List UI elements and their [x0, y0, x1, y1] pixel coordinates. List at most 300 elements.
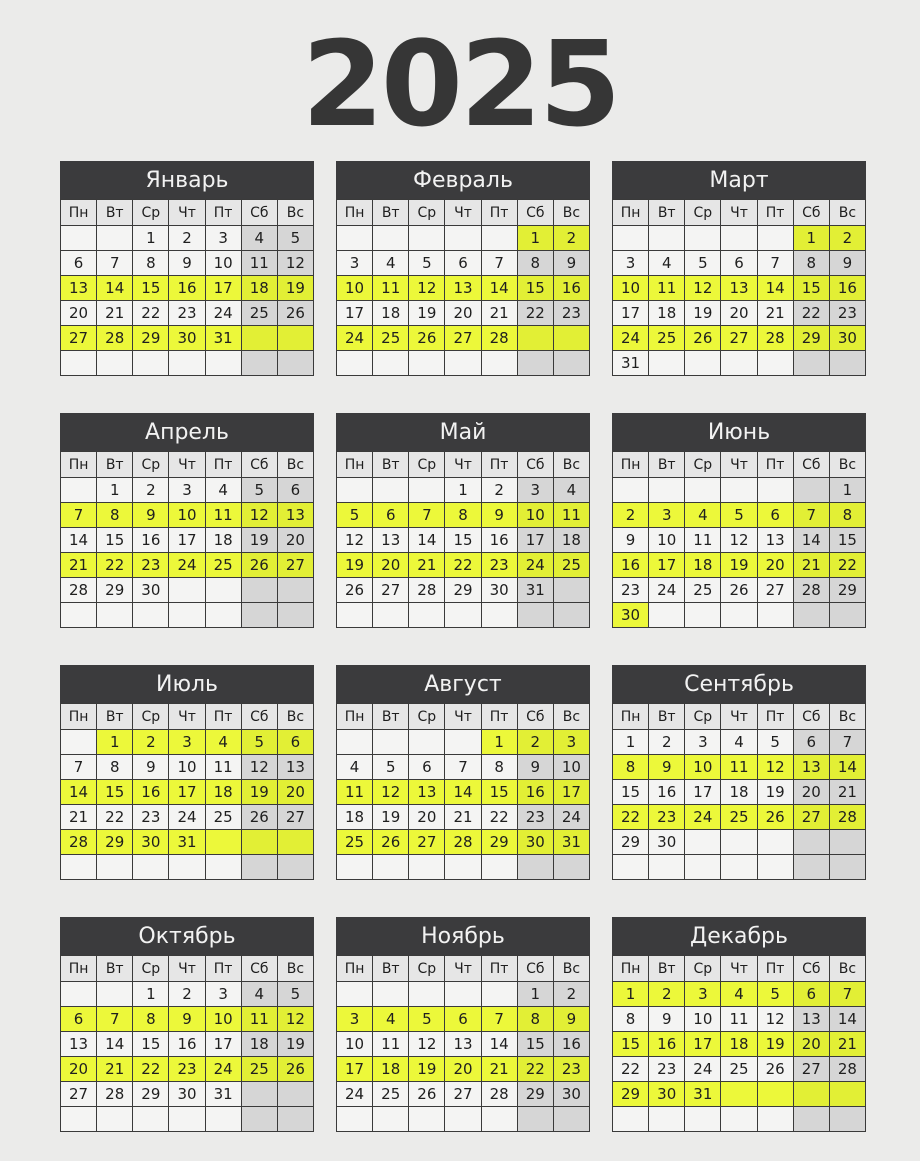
day-cell: 22: [793, 301, 829, 326]
day-cell: 13: [61, 276, 97, 301]
empty-cell: [553, 1107, 589, 1132]
empty-cell: [553, 578, 589, 603]
day-cell: 23: [649, 1057, 685, 1082]
empty-cell: [757, 855, 793, 880]
day-cell: 13: [61, 1032, 97, 1057]
weekday-header: Ср: [685, 956, 721, 982]
empty-cell: [373, 982, 409, 1007]
day-cell: 10: [337, 1032, 373, 1057]
day-cell: 12: [241, 755, 277, 780]
weekday-header: Пт: [205, 200, 241, 226]
weekday-header: Чт: [169, 200, 205, 226]
week-row: [613, 326, 866, 351]
weekday-header: Сб: [793, 452, 829, 478]
empty-cell: [757, 1082, 793, 1107]
week-row: [613, 982, 866, 1007]
empty-cell: [97, 603, 133, 628]
day-cell: 7: [61, 503, 97, 528]
day-cell: 13: [445, 1032, 481, 1057]
empty-cell: [685, 478, 721, 503]
day-cell: 9: [133, 503, 169, 528]
weekday-header: Пт: [481, 704, 517, 730]
day-cell: 16: [169, 276, 205, 301]
week-row: [613, 1032, 866, 1057]
empty-cell: [757, 830, 793, 855]
weekday-header: Пт: [757, 452, 793, 478]
weekday-header: Вс: [553, 200, 589, 226]
day-cell: 3: [169, 478, 205, 503]
weekday-header: Чт: [721, 452, 757, 478]
day-cell: 14: [61, 780, 97, 805]
empty-cell: [133, 1107, 169, 1132]
day-cell: 14: [829, 1007, 865, 1032]
empty-cell: [277, 1107, 313, 1132]
day-cell: 24: [169, 553, 205, 578]
day-cell: 5: [685, 251, 721, 276]
day-cell: 29: [481, 830, 517, 855]
empty-cell: [409, 351, 445, 376]
weekday-header: Сб: [793, 956, 829, 982]
weekday-header: Вт: [97, 956, 133, 982]
day-cell: 8: [517, 251, 553, 276]
day-cell: 20: [445, 1057, 481, 1082]
week-row: [61, 276, 314, 301]
day-cell: 18: [373, 301, 409, 326]
day-cell: 31: [553, 830, 589, 855]
day-cell: 3: [517, 478, 553, 503]
empty-cell: [757, 351, 793, 376]
weekday-header: Пн: [337, 704, 373, 730]
weekday-header: Ср: [133, 704, 169, 730]
day-cell: 9: [829, 251, 865, 276]
empty-cell: [97, 855, 133, 880]
weekday-header: Вс: [553, 452, 589, 478]
week-row: [61, 478, 314, 503]
day-cell: 22: [613, 805, 649, 830]
week-row: [337, 301, 590, 326]
day-cell: 4: [373, 251, 409, 276]
month-9: [612, 665, 866, 893]
day-cell: 18: [241, 276, 277, 301]
week-row: [337, 730, 590, 755]
day-cell: 2: [553, 226, 589, 251]
empty-cell: [649, 855, 685, 880]
day-cell: 9: [649, 755, 685, 780]
day-cell: 23: [553, 301, 589, 326]
month-2: [336, 161, 590, 389]
day-cell: 6: [409, 755, 445, 780]
weekday-header: Ср: [133, 452, 169, 478]
weekday-header: Пт: [757, 200, 793, 226]
empty-cell: [481, 226, 517, 251]
empty-cell: [373, 730, 409, 755]
day-cell: 5: [241, 478, 277, 503]
month-name: Август: [336, 665, 590, 703]
empty-cell: [61, 226, 97, 251]
day-cell: 31: [685, 1082, 721, 1107]
week-row: [613, 251, 866, 276]
day-cell: 14: [97, 276, 133, 301]
day-cell: 4: [373, 1007, 409, 1032]
empty-cell: [337, 478, 373, 503]
day-cell: 16: [169, 1032, 205, 1057]
week-row: [337, 1007, 590, 1032]
empty-cell: [649, 351, 685, 376]
empty-cell: [241, 830, 277, 855]
day-cell: 4: [205, 478, 241, 503]
day-cell: 24: [337, 1082, 373, 1107]
day-cell: 20: [373, 553, 409, 578]
empty-cell: [409, 982, 445, 1007]
weekday-header: Пт: [481, 956, 517, 982]
day-cell: 19: [721, 553, 757, 578]
day-cell: 12: [757, 1007, 793, 1032]
empty-cell: [445, 226, 481, 251]
empty-cell: [133, 351, 169, 376]
day-cell: 22: [481, 805, 517, 830]
day-cell: 15: [481, 780, 517, 805]
week-row: [61, 730, 314, 755]
empty-cell: [373, 351, 409, 376]
day-cell: 11: [721, 1007, 757, 1032]
week-row: [337, 553, 590, 578]
empty-cell: [721, 1107, 757, 1132]
day-cell: 28: [829, 805, 865, 830]
week-row: [613, 855, 866, 880]
week-row: [337, 982, 590, 1007]
day-cell: 15: [613, 780, 649, 805]
weekday-header: Ср: [685, 452, 721, 478]
day-cell: 23: [169, 1057, 205, 1082]
day-cell: 26: [373, 830, 409, 855]
day-cell: 28: [757, 326, 793, 351]
week-row: [613, 730, 866, 755]
empty-cell: [97, 982, 133, 1007]
week-row: [337, 1082, 590, 1107]
day-cell: 29: [97, 578, 133, 603]
month-name: Февраль: [336, 161, 590, 199]
day-cell: 23: [649, 805, 685, 830]
day-cell: 4: [553, 478, 589, 503]
empty-cell: [481, 1107, 517, 1132]
day-cell: 12: [685, 276, 721, 301]
empty-cell: [277, 1082, 313, 1107]
day-cell: 7: [97, 251, 133, 276]
week-row: [337, 1107, 590, 1132]
empty-cell: [757, 603, 793, 628]
empty-cell: [241, 351, 277, 376]
day-cell: 3: [205, 982, 241, 1007]
week-row: [337, 326, 590, 351]
weekday-header: Пн: [337, 452, 373, 478]
day-cell: 19: [757, 1032, 793, 1057]
day-cell: 20: [445, 301, 481, 326]
day-cell: 19: [685, 301, 721, 326]
weekday-header: Ср: [409, 200, 445, 226]
day-cell: 8: [445, 503, 481, 528]
week-row: [337, 603, 590, 628]
day-cell: 31: [205, 326, 241, 351]
empty-cell: [337, 982, 373, 1007]
empty-cell: [721, 1082, 757, 1107]
empty-cell: [685, 226, 721, 251]
empty-cell: [409, 1107, 445, 1132]
day-cell: 6: [721, 251, 757, 276]
empty-cell: [205, 351, 241, 376]
weekday-header: Вс: [829, 200, 865, 226]
day-cell: 25: [373, 326, 409, 351]
day-cell: 1: [613, 730, 649, 755]
day-cell: 4: [241, 226, 277, 251]
empty-cell: [409, 855, 445, 880]
week-row: [337, 1057, 590, 1082]
empty-cell: [685, 855, 721, 880]
day-cell: 1: [829, 478, 865, 503]
day-cell: 15: [97, 528, 133, 553]
day-cell: 1: [97, 478, 133, 503]
day-cell: 22: [517, 301, 553, 326]
week-row: [613, 553, 866, 578]
empty-cell: [793, 478, 829, 503]
weekday-header: Чт: [169, 452, 205, 478]
day-cell: 5: [757, 982, 793, 1007]
month-7: [60, 665, 314, 893]
day-cell: 17: [205, 276, 241, 301]
day-cell: 17: [649, 553, 685, 578]
week-row: [61, 830, 314, 855]
month-name: Март: [612, 161, 866, 199]
days-table: [612, 199, 866, 376]
month-8: [336, 665, 590, 893]
day-cell: 21: [61, 805, 97, 830]
empty-cell: [829, 1082, 865, 1107]
day-cell: 19: [757, 780, 793, 805]
weekday-header: Пн: [613, 956, 649, 982]
day-cell: 26: [685, 326, 721, 351]
empty-cell: [553, 603, 589, 628]
day-cell: 5: [409, 1007, 445, 1032]
week-row: [613, 780, 866, 805]
day-cell: 25: [337, 830, 373, 855]
weekday-header: Сб: [241, 704, 277, 730]
day-cell: 13: [409, 780, 445, 805]
day-cell: 20: [409, 805, 445, 830]
day-cell: 16: [517, 780, 553, 805]
day-cell: 21: [829, 780, 865, 805]
empty-cell: [97, 351, 133, 376]
empty-cell: [685, 830, 721, 855]
day-cell: 24: [205, 1057, 241, 1082]
empty-cell: [205, 1107, 241, 1132]
day-cell: 14: [481, 276, 517, 301]
day-cell: 21: [829, 1032, 865, 1057]
month-11: [336, 917, 590, 1145]
empty-cell: [793, 1082, 829, 1107]
week-row: [61, 226, 314, 251]
day-cell: 31: [613, 351, 649, 376]
week-row: [337, 478, 590, 503]
day-cell: 20: [793, 1032, 829, 1057]
day-cell: 17: [337, 301, 373, 326]
week-row: [61, 1082, 314, 1107]
empty-cell: [241, 326, 277, 351]
weekday-header: Чт: [169, 956, 205, 982]
empty-cell: [337, 226, 373, 251]
empty-cell: [793, 855, 829, 880]
day-cell: 12: [277, 251, 313, 276]
empty-cell: [481, 351, 517, 376]
day-cell: 8: [517, 1007, 553, 1032]
day-cell: 12: [277, 1007, 313, 1032]
day-cell: 14: [757, 276, 793, 301]
day-cell: 8: [133, 251, 169, 276]
day-cell: 18: [721, 780, 757, 805]
days-table: [336, 451, 590, 628]
day-cell: 9: [169, 1007, 205, 1032]
day-cell: 18: [241, 1032, 277, 1057]
day-cell: 9: [613, 528, 649, 553]
day-cell: 7: [829, 982, 865, 1007]
weekday-header: Сб: [517, 452, 553, 478]
day-cell: 25: [685, 578, 721, 603]
day-cell: 12: [241, 503, 277, 528]
day-cell: 8: [793, 251, 829, 276]
weekday-header: Вт: [97, 452, 133, 478]
empty-cell: [517, 855, 553, 880]
day-cell: 27: [445, 1082, 481, 1107]
day-cell: 24: [205, 301, 241, 326]
week-row: [613, 276, 866, 301]
empty-cell: [793, 1107, 829, 1132]
day-cell: 17: [685, 1032, 721, 1057]
empty-cell: [613, 478, 649, 503]
day-cell: 21: [61, 553, 97, 578]
day-cell: 23: [133, 553, 169, 578]
day-cell: 26: [241, 805, 277, 830]
empty-cell: [409, 478, 445, 503]
weekday-header: Сб: [517, 956, 553, 982]
empty-cell: [61, 478, 97, 503]
day-cell: 9: [553, 1007, 589, 1032]
empty-cell: [337, 351, 373, 376]
day-cell: 29: [613, 1082, 649, 1107]
empty-cell: [169, 578, 205, 603]
day-cell: 27: [793, 1057, 829, 1082]
day-cell: 24: [517, 553, 553, 578]
week-row: [613, 1107, 866, 1132]
day-cell: 26: [757, 805, 793, 830]
day-cell: 27: [277, 553, 313, 578]
days-table: [336, 199, 590, 376]
day-cell: 19: [409, 301, 445, 326]
day-cell: 27: [757, 578, 793, 603]
day-cell: 11: [649, 276, 685, 301]
month-name: Май: [336, 413, 590, 451]
month-name: Декабрь: [612, 917, 866, 955]
day-cell: 1: [445, 478, 481, 503]
day-cell: 5: [277, 982, 313, 1007]
empty-cell: [757, 478, 793, 503]
day-cell: 28: [481, 326, 517, 351]
day-cell: 16: [649, 780, 685, 805]
empty-cell: [445, 1107, 481, 1132]
day-cell: 5: [721, 503, 757, 528]
day-cell: 28: [829, 1057, 865, 1082]
weekday-header: Пн: [337, 200, 373, 226]
weekday-header: Сб: [793, 200, 829, 226]
day-cell: 3: [649, 503, 685, 528]
week-row: [613, 528, 866, 553]
day-cell: 10: [553, 755, 589, 780]
weekday-header: Ср: [685, 200, 721, 226]
day-cell: 30: [649, 830, 685, 855]
weekday-header: Пн: [613, 452, 649, 478]
week-row: [337, 251, 590, 276]
day-cell: 23: [829, 301, 865, 326]
week-row: [61, 603, 314, 628]
week-row: [61, 805, 314, 830]
day-cell: 16: [133, 528, 169, 553]
day-cell: 16: [553, 1032, 589, 1057]
day-cell: 28: [445, 830, 481, 855]
day-cell: 12: [409, 1032, 445, 1057]
day-cell: 17: [205, 1032, 241, 1057]
month-1: [60, 161, 314, 389]
day-cell: 7: [481, 251, 517, 276]
day-cell: 20: [61, 301, 97, 326]
day-cell: 9: [481, 503, 517, 528]
day-cell: 3: [169, 730, 205, 755]
day-cell: 16: [613, 553, 649, 578]
week-row: [61, 1107, 314, 1132]
day-cell: 29: [445, 578, 481, 603]
weekday-header: Пт: [757, 956, 793, 982]
day-cell: 8: [97, 503, 133, 528]
day-cell: 4: [337, 755, 373, 780]
day-cell: 12: [337, 528, 373, 553]
day-cell: 15: [133, 1032, 169, 1057]
empty-cell: [205, 578, 241, 603]
weekday-header: Вс: [277, 200, 313, 226]
months-grid: [60, 161, 866, 1146]
empty-cell: [793, 603, 829, 628]
empty-cell: [241, 578, 277, 603]
weekday-header: Чт: [721, 704, 757, 730]
day-cell: 18: [685, 553, 721, 578]
empty-cell: [685, 603, 721, 628]
day-cell: 11: [205, 503, 241, 528]
day-cell: 25: [373, 1082, 409, 1107]
day-cell: 7: [829, 730, 865, 755]
day-cell: 20: [793, 780, 829, 805]
day-cell: 15: [793, 276, 829, 301]
day-cell: 4: [241, 982, 277, 1007]
empty-cell: [757, 1107, 793, 1132]
weekday-header: Сб: [517, 704, 553, 730]
day-cell: 11: [721, 755, 757, 780]
day-cell: 19: [241, 528, 277, 553]
days-table: [336, 955, 590, 1132]
weekday-header: Пт: [757, 704, 793, 730]
day-cell: 9: [553, 251, 589, 276]
days-table: [612, 703, 866, 880]
day-cell: 15: [133, 276, 169, 301]
week-row: [337, 226, 590, 251]
empty-cell: [241, 1107, 277, 1132]
day-cell: 15: [445, 528, 481, 553]
day-cell: 27: [61, 1082, 97, 1107]
day-cell: 19: [373, 805, 409, 830]
